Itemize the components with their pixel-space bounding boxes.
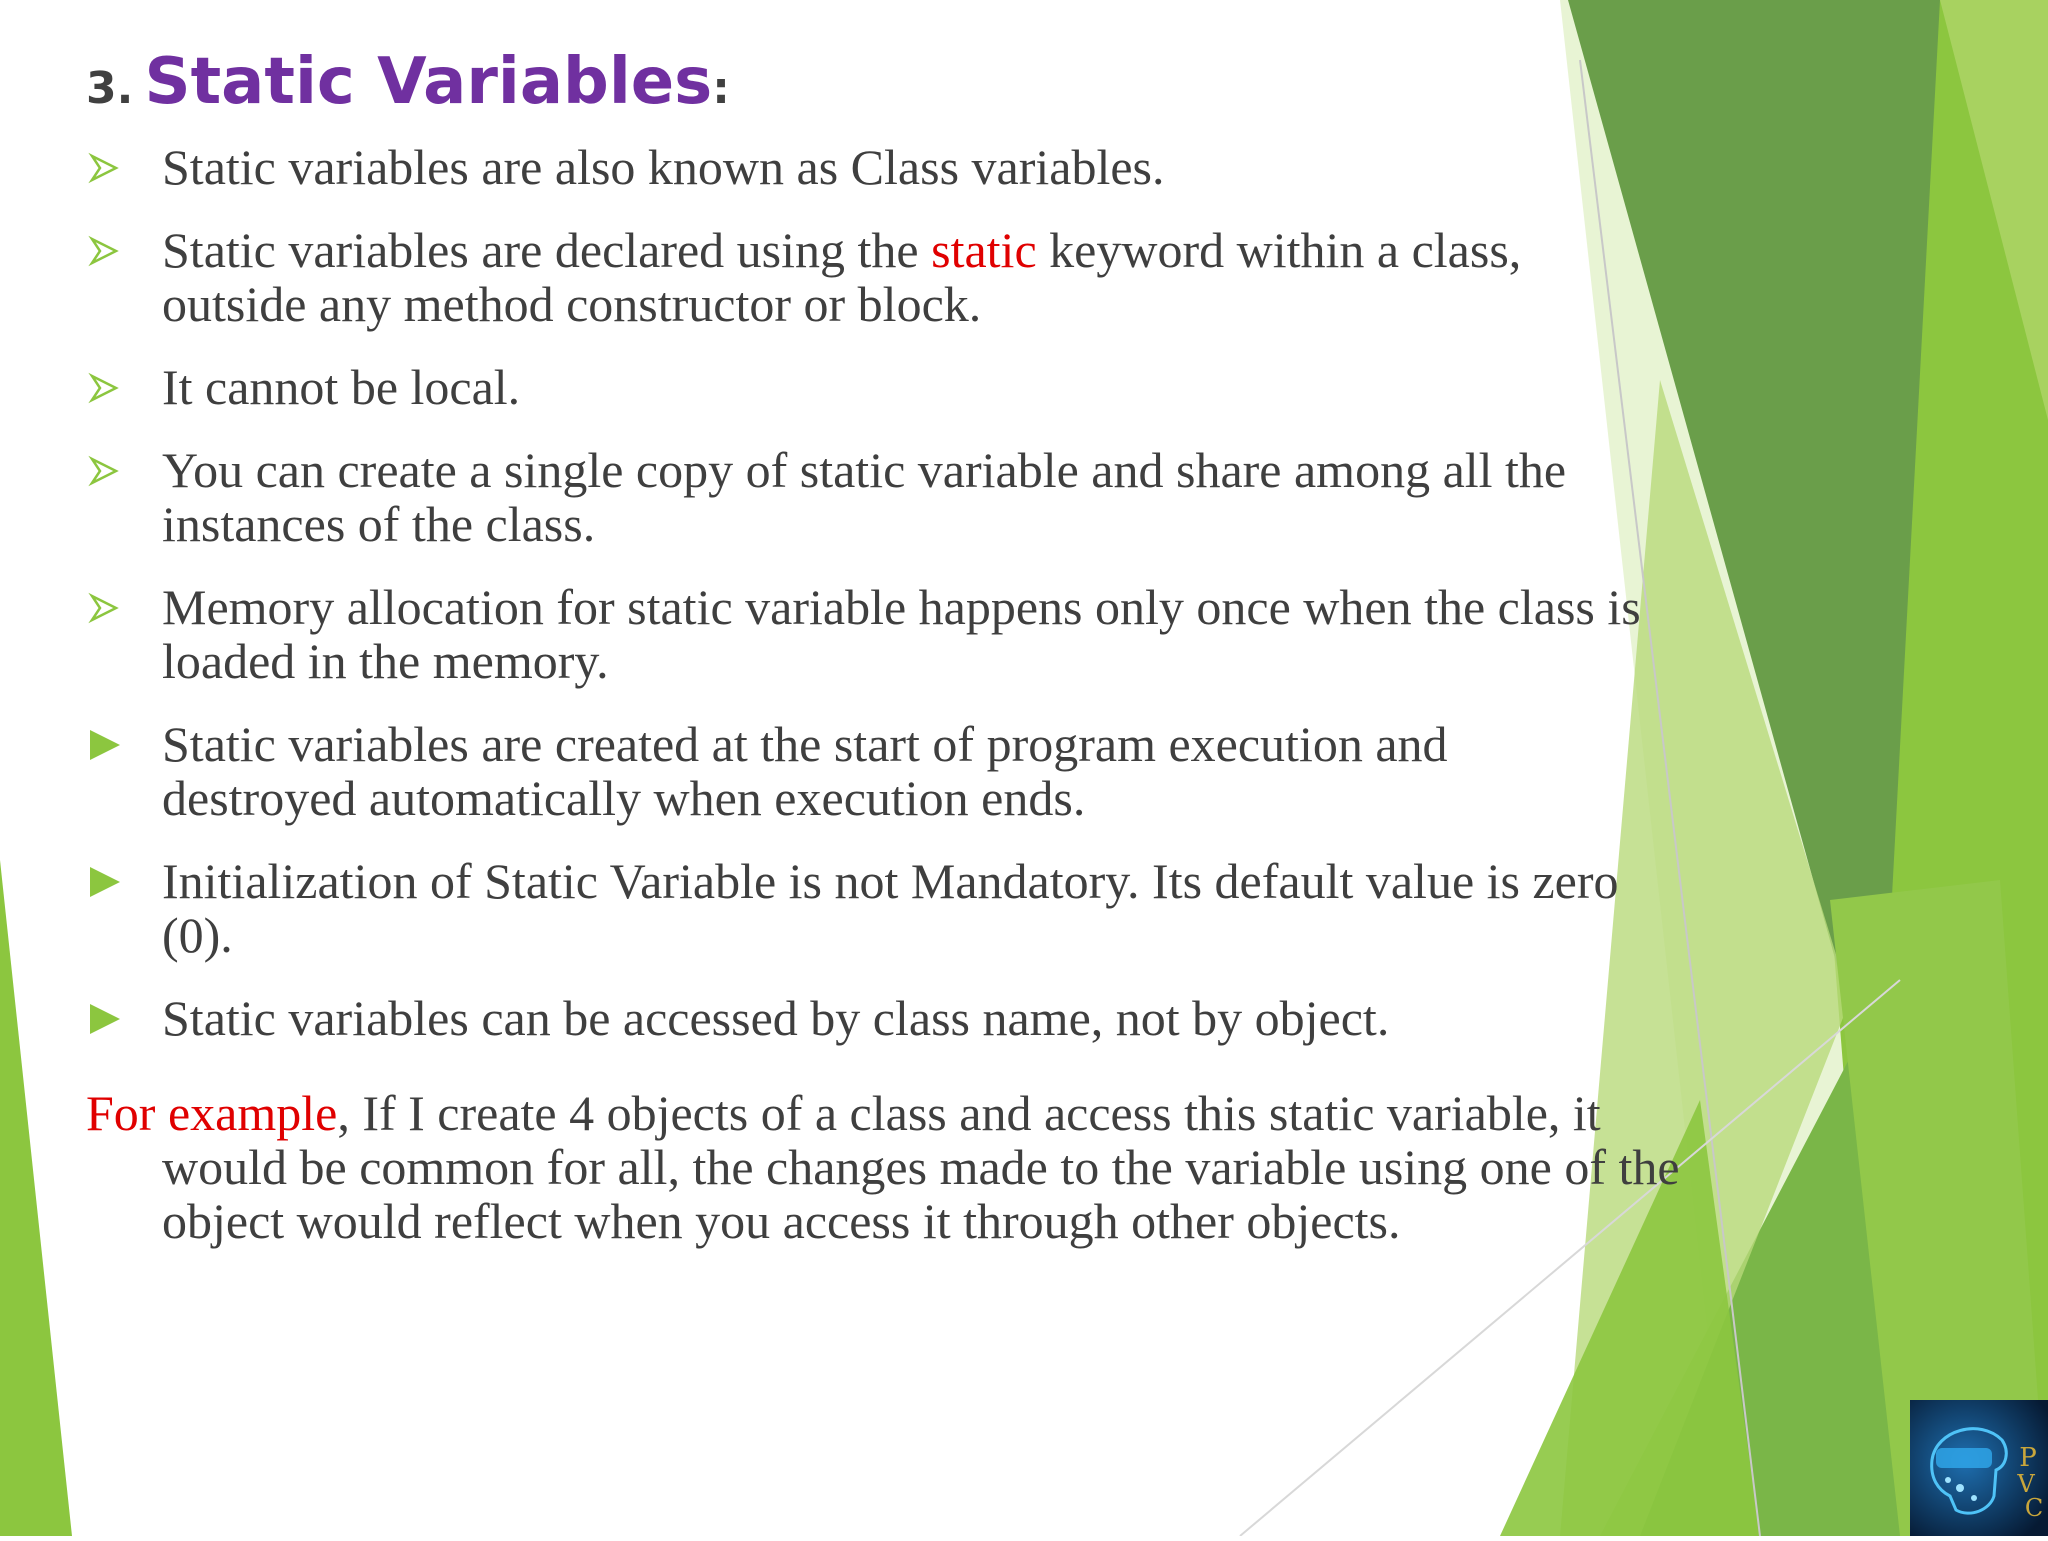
chevron-bullet-icon — [86, 150, 122, 186]
bullet-item — [86, 140, 1646, 194]
example-lead: For example — [86, 1085, 338, 1141]
left-green-sliver — [0, 860, 72, 1536]
logo — [1910, 1400, 2048, 1536]
example-text: , If I create 4 objects of a class and access this static variable, it would be common for all, the changes made to the variable using one of the object would reflect when you access it through other objects. — [162, 1085, 1680, 1249]
triangle-bullet-icon — [86, 1001, 122, 1037]
title-colon: : — [712, 63, 730, 114]
bullet-text: Static variables are created at the start of program execution and destroyed automatically when execution ends. — [162, 716, 1448, 826]
highlight-keyword: static — [931, 222, 1037, 278]
bullet-text: Initialization of Static Variable is not Mandatory. Its default value is zero (0). — [162, 853, 1619, 963]
title-number: 3. — [86, 63, 134, 114]
bullet-text: Static variables are also known as Class variables. — [162, 139, 1165, 195]
bullet-text: It cannot be local. — [162, 359, 521, 415]
title-text: Static Variables — [144, 45, 713, 119]
bullet-item — [86, 854, 1646, 962]
chevron-bullet-icon — [86, 233, 122, 269]
bullet-list — [86, 140, 1646, 1074]
chevron-bullet-icon — [86, 453, 122, 489]
slide-title — [86, 45, 730, 119]
triangle-bullet-icon — [86, 864, 122, 900]
bullet-item — [86, 580, 1646, 688]
bullet-text: You can create a single copy of static variable and share among all the instances of the class. — [162, 442, 1567, 552]
bullet-text: Static variables can be accessed by class name, not by object. — [162, 990, 1390, 1046]
example-paragraph — [86, 1086, 1692, 1248]
bullet-item — [86, 991, 1646, 1045]
logo-letter-p: P — [2019, 1443, 2037, 1473]
bullet-text: Static variables are declared using the — [162, 222, 932, 278]
bullet-text: keyword within a class, outside any method constructor or block. — [162, 222, 1522, 332]
bullet-item — [86, 717, 1646, 825]
bullet-text: Memory allocation for static variable happens only once when the class is loaded in the memory. — [162, 579, 1641, 689]
logo-letter-v: V — [2017, 1470, 2035, 1498]
bullet-item — [86, 223, 1646, 331]
logo-letter-c: C — [2024, 1494, 2044, 1522]
bullet-item — [86, 360, 1646, 414]
triangle-bullet-icon — [86, 727, 122, 763]
bullet-item — [86, 443, 1646, 551]
chevron-bullet-icon — [86, 590, 122, 626]
chevron-bullet-icon — [86, 370, 122, 406]
